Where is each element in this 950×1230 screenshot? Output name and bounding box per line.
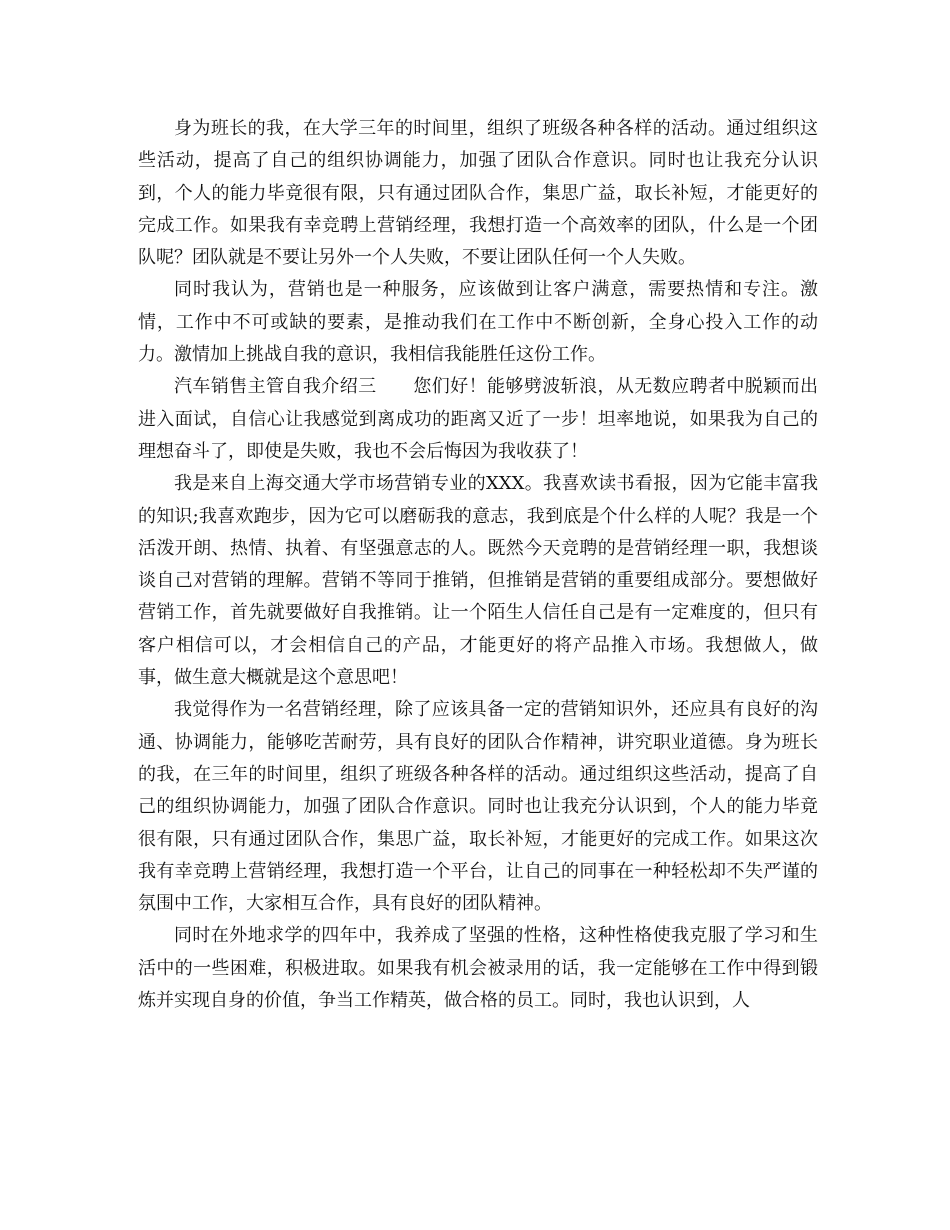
paragraph-marketing-manager: 我觉得作为一名营销经理，除了应该具备一定的营销知识外，还应具有良好的沟通、协调能力，能够吃苦耐劳，具有良好的团队合作精神，讲究职业道德。身为班长的我，在三年的时间里，组织了班级各种各样的活动。通过组织这些活动，提高了自己的组织协调能力，加强了团队合作意识。同时也让我充分认识到，个人的能力毕竟很有限，只有通过团队合作，集思广益，取长补短，才能更好的完成工作。如果这次我有幸竞聘上营销经理，我想打造一个平台，让自己的同事在一种轻松却不失严谨的氛围中工作，大家相互合作，具有良好的团队精神。 <box>138 699 818 915</box>
paragraph-class-monitor: 身为班长的我，在大学三年的时间里，组织了班级各种各样的活动。通过组织这些活动，提高了自己的组织协调能力，加强了团队合作意识。同时也让我充分认识到，个人的能力毕竟很有限，只有通过团队合作，集思广益，取长补短，才能更好的完成工作。如果我有幸竞聘上营销经理，我想打造一个高效率的团队，什么是一个团队呢？团队就是不要让另外一个人失败，不要让团队任何一个人失败。 <box>138 118 818 269</box>
paragraph-self-background: 我是来自上海交通大学市场营销专业的XXX。我喜欢读书看报，因为它能丰富我的知识;我喜欢跑步，因为它可以磨砺我的意志，我到底是个什么样的人呢？我是一个活泼开朗、热情、执着、有坚强意志的人。既然今天竞聘的是营销经理一职，我想谈谈自己对营销的理解。营销不等同于推销，但推销是营销的重要组成部分。要想做好营销工作，首先就要做好自我推销。让一个陌生人信任自己是有一定难度的，但只有客户相信可以，才会相信自己的产品，才能更好的将产品推入市场。我想做人，做事，做生意大概就是这个意思吧！ <box>138 473 818 689</box>
paragraph-intro-three: 汽车销售主管自我介绍三 您们好！能够劈波斩浪，从无数应聘者中脱颖而出进入面试，自信心让我感觉到离成功的距离又近了一步！坦率地说，如果我为自己的理想奋斗了，即使是失败，我也不会后悔因为我收获了！ <box>138 376 818 462</box>
paragraph-marketing-service: 同时我认为，营销也是一种服务，应该做到让客户满意，需要热情和专注。激情，工作中不可或缺的要素，是推动我们在工作中不断创新，全身心投入工作的动力。激情加上挑战自我的意识，我相信我能胜任这份工作。 <box>138 279 818 366</box>
paragraph-study-abroad: 同时在外地求学的四年中，我养成了坚强的性格，这种性格使我克服了学习和生活中的一些困难，积极进取。如果我有机会被录用的话，我一定能够在工作中得到锻炼并实现自身的价值，争当工作精英，做合格的员工。同时，我也认识到，人 <box>138 925 818 1012</box>
document-body <box>138 113 818 1017</box>
